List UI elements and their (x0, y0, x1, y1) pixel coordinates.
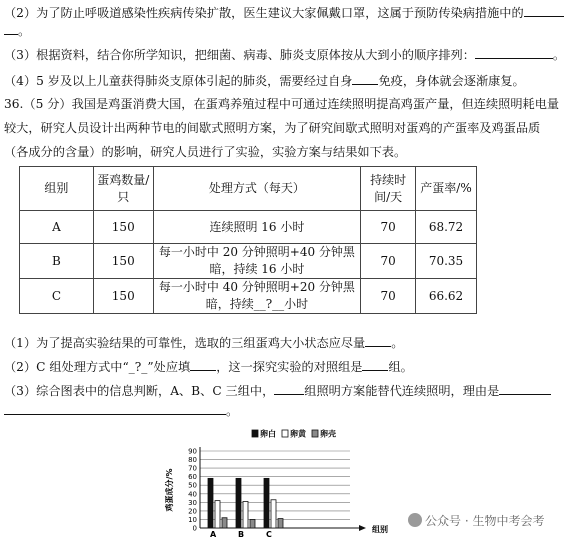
answer-blank (362, 358, 388, 371)
bar (264, 478, 269, 528)
sub-question-3: （3）综合图表中的信息判断，A、B、C 三组中， 组照明方案能替代连续照明，理由是 (4, 382, 563, 399)
sub-question-2: （2）C 组处理方式中“_?_”处应填 ，这一探究实验的对照组是 组。 (4, 360, 413, 374)
x-axis-label: 组别 (372, 525, 388, 534)
y-tick-label: 40 (188, 490, 197, 499)
x-axis-arrow-icon (359, 525, 366, 531)
y-tick-label: 50 (188, 481, 197, 490)
y-tick-label: 10 (188, 515, 197, 524)
experiment-table (19, 166, 477, 314)
answer-blank (499, 382, 551, 395)
question-4-line: （4）5 岁及以上儿童获得肺炎支原体引起的肺炎，需要经过自身 免疫，身体就会逐渐康复。 (4, 74, 525, 88)
legend-swatch (312, 430, 318, 437)
y-tick-label: 30 (188, 498, 197, 507)
question-36-intro-3: （各成分的含量）的影响，研究人员进行了实验，实验方案与结果如下表。 (4, 145, 407, 159)
sub-question-1: （1）为了提高实验结果的可靠性，选取的三组蛋鸡大小状态应尽量 。 (4, 336, 404, 350)
bar (208, 478, 213, 528)
y-tick-label: 60 (188, 473, 197, 482)
y-tick-label: 70 (188, 464, 197, 473)
table-row: C 150 每一小时中 40 分钟照明+20 分钟黑 暗，持续__?__小时 70 66.62 (20, 279, 477, 314)
bar (271, 500, 276, 528)
question-3-line: （3）根据资料，结合你所学知识，把细菌、病毒、肺炎支原体按从大到小的顺序排列： 。 (4, 48, 566, 62)
header-group: 组别 (20, 167, 94, 211)
answer-blank (475, 46, 553, 59)
bar (250, 519, 255, 528)
x-tick-label: B (238, 530, 245, 539)
y-tick-label: 0 (192, 524, 197, 533)
bar (215, 501, 220, 528)
table-header-row (20, 167, 477, 211)
wechat-icon (408, 513, 422, 527)
answer-blank (190, 358, 216, 371)
table-row: B 150 每一小时中 20 分钟照明+40 分钟黑 暗，持续 16 小时 70 70.35 (20, 244, 477, 279)
header-count: 蛋鸡数量/只 (93, 167, 153, 211)
question-36-intro-2: 较大，研究人员设计出两种节电的间歇式照明方案，为了研究间歇式照明对蛋鸡的产蛋率及鸡蛋品质 (4, 121, 541, 135)
question-2-line (4, 4, 563, 21)
header-rate: 产蛋率/% (416, 167, 477, 211)
answer-blank (274, 382, 304, 395)
legend-label: 卵白 (260, 429, 276, 439)
x-tick-label: C (266, 530, 272, 539)
y-axis-label: 鸡蛋成分/% (165, 468, 174, 512)
answer-blank (524, 4, 564, 17)
y-tick-label: 80 (188, 456, 197, 465)
y-tick-label: 90 (188, 447, 197, 456)
legend-label: 卵壳 (320, 429, 336, 439)
header-days: 持续时间/天 (361, 167, 416, 211)
header-method: 处理方式（每天） (153, 167, 360, 211)
egg-composition-chart (150, 426, 390, 539)
y-tick-label: 20 (188, 507, 197, 516)
x-tick-label: A (210, 530, 217, 539)
bar (236, 478, 241, 528)
watermark: 公众号 · 生物中考会考 (408, 512, 544, 529)
q2-text: （2）为了防止呼吸道感染性疾病传染扩散，医生建议大家佩戴口罩，这属于预防传染病措施中的 (4, 6, 524, 20)
table-row: A 150 连续照明 16 小时 70 68.72 (20, 211, 477, 244)
legend-label: 卵黄 (290, 429, 306, 439)
answer-blank (365, 334, 391, 347)
legend-swatch (252, 430, 258, 437)
answer-blank (352, 72, 378, 85)
question-36-intro-1: 36.（5 分）我国是鸡蛋消费大国，在蛋鸡养殖过程中可通过连续照明提高鸡蛋产量，但连续照明耗电量 (4, 97, 560, 111)
answer-blank (4, 22, 18, 35)
bar (222, 518, 227, 528)
bar (278, 519, 283, 528)
question-2-line-2: 。 (4, 22, 563, 39)
bar (243, 501, 248, 528)
sub-question-3-line-2: 。 (4, 402, 563, 419)
legend-swatch (282, 430, 288, 437)
answer-blank (4, 402, 226, 415)
